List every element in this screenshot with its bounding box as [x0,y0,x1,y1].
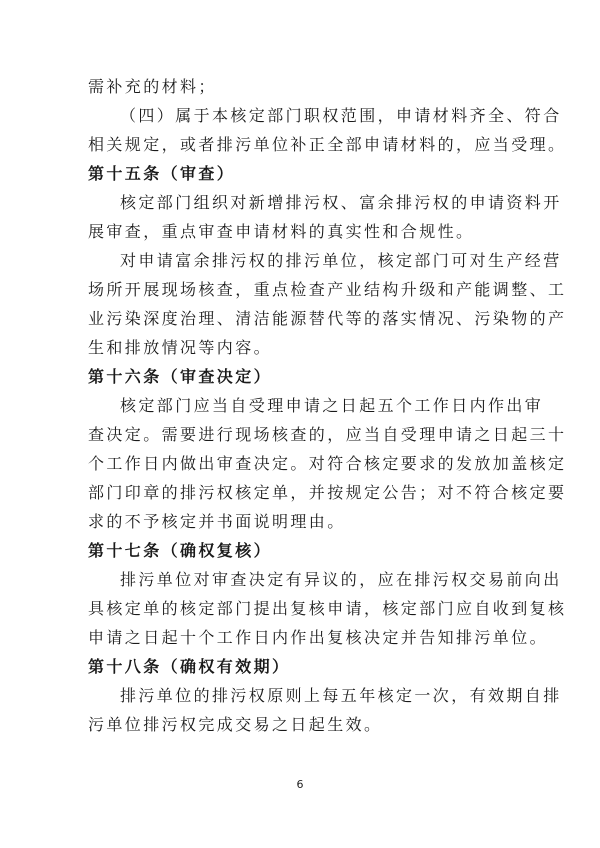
text-line: 对申请富余排污权的排污单位，核定部门可对生产经营 [120,251,562,270]
text-line: 求的不予核定并书面说明理由。 [88,512,346,531]
section-heading: 第十八条（确权有效期） [88,657,291,676]
paragraph [88,72,516,101]
text-line: 核定部门应当自受理申请之日起五个工作日内作出审 [120,396,544,415]
text-line: 排污单位对审查决定有异议的，应在排污权交易前向出 [120,570,562,589]
paragraph [88,101,567,159]
document-body [88,72,567,739]
page-number: 6 [296,778,304,791]
text-line: 需补充的材料； [88,77,217,96]
paragraph [88,246,567,362]
text-line: 申请之日起十个工作日内作出复核决定并告知排污单位。 [88,628,549,647]
text-line: 具核定单的核定部门提出复核申请，核定部门应自收到复核 [88,599,567,618]
section-heading: 第十七条（确权复核） [88,541,273,560]
text-line: 生和排放情况等内容。 [88,338,273,357]
text-line: 业污染深度治理、清洁能源替代等的落实情况、污染物的产 [88,309,567,328]
paragraph [88,681,562,739]
text-line: 相关规定，或者排污单位补正全部申请材料的，应当受理。 [88,135,567,154]
text-line: 场所开展现场核查，重点检查产业结构升级和产能调整、工 [88,280,567,299]
text-line: （四）属于本核定部门职权范围，申请材料齐全、符合 [120,106,562,125]
paragraph [88,565,567,652]
paragraph [88,188,562,246]
text-line: 查决定。需要进行现场核查的，应当自受理申请之日起三十 [88,425,567,444]
text-line: 核定部门组织对新增排污权、富余排污权的申请资料开 [120,193,562,212]
paragraph [88,391,567,536]
text-line: 排污单位的排污权原则上每五年核定一次，有效期自排 [120,686,562,705]
section-heading: 第十五条（审查） [88,164,236,183]
text-line: 部门印章的排污权核定单，并按规定公告；对不符合核定要 [88,483,567,502]
text-line: 污单位排污权完成交易之日起生效。 [88,715,383,734]
text-line: 展审查，重点审查申请材料的真实性和合规性。 [88,222,475,241]
text-line: 个工作日内做出审查决定。对符合核定要求的发放加盖核定 [88,454,567,473]
section-heading: 第十六条（审查决定） [88,367,273,386]
